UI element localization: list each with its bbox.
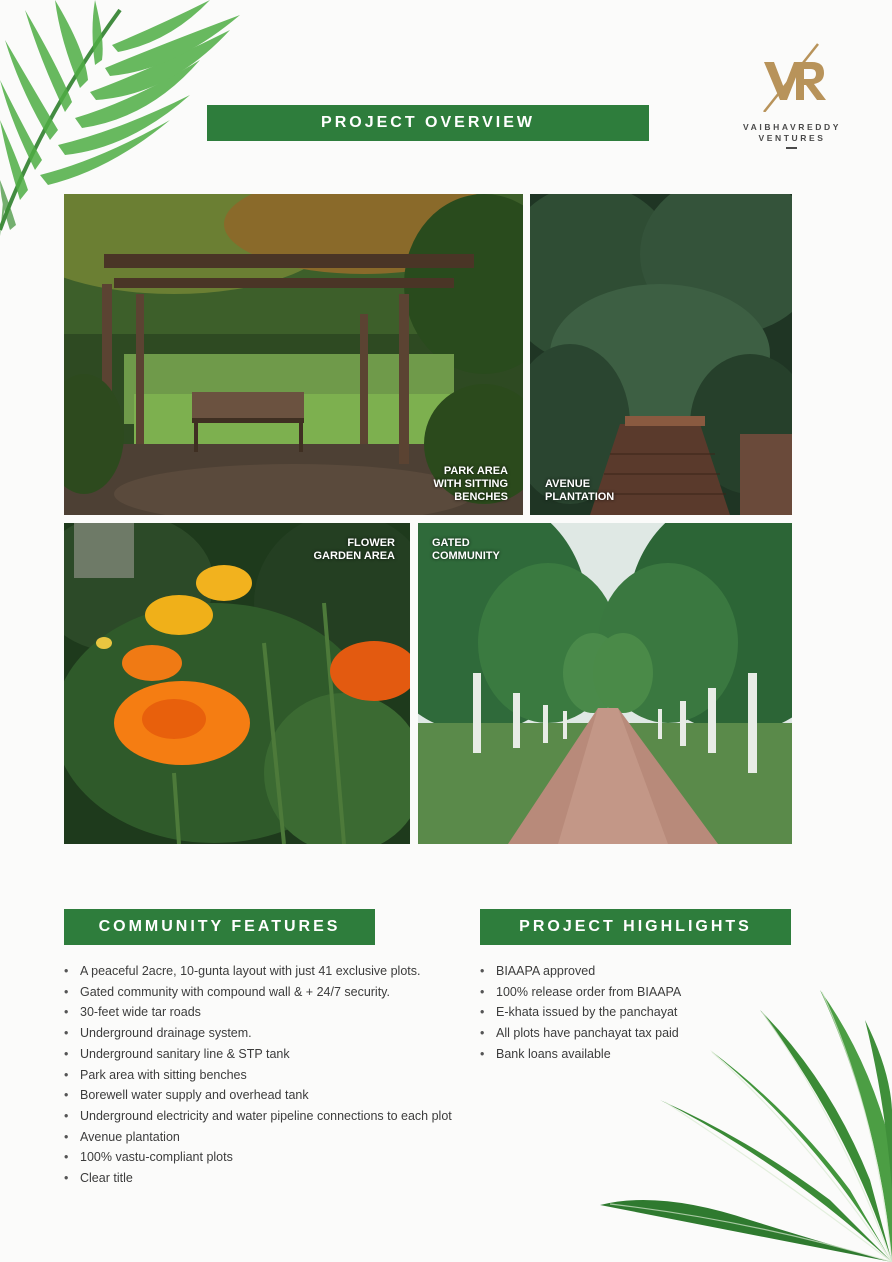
logo-name-line1: VAIBHAVREDDY	[743, 122, 841, 132]
community-features-banner: COMMUNITY FEATURES	[64, 909, 375, 945]
project-highlights-list	[480, 961, 681, 1065]
photo-flower-garden	[64, 523, 410, 844]
highlight-item: • 100% release order from BIAAPA	[480, 982, 681, 1003]
highlight-item: • E-khata issued by the panchayat	[480, 1002, 681, 1023]
company-logo	[722, 40, 862, 152]
community-feature-item: • 30-feet wide tar roads	[64, 1002, 452, 1023]
logo-name-line2: VENTURES	[758, 133, 826, 143]
community-feature-item: • Underground sanitary line & STP tank	[64, 1044, 452, 1065]
project-highlights-banner: PROJECT HIGHLIGHTS	[480, 909, 791, 945]
tree-lined-road-image	[418, 523, 792, 844]
project-overview-banner: PROJECT OVERVIEW	[207, 105, 649, 141]
highlight-item: • All plots have panchayat tax paid	[480, 1023, 681, 1044]
caption-gated-community: GATED COMMUNITY	[432, 537, 500, 562]
community-feature-item: • Park area with sitting benches	[64, 1065, 452, 1086]
photo-avenue-plantation	[530, 194, 792, 515]
vr-monogram-logo-icon	[722, 40, 862, 112]
logo-underline	[786, 147, 797, 149]
community-feature-item: • Gated community with compound wall & + 24/7 security.	[64, 982, 452, 1003]
community-feature-item: • Borewell water supply and overhead tank	[64, 1085, 452, 1106]
marigold-flowers-image	[64, 523, 410, 844]
community-feature-item: • Avenue plantation	[64, 1127, 452, 1148]
community-feature-item: • 100% vastu-compliant plots	[64, 1147, 452, 1168]
community-feature-item: • A peaceful 2acre, 10-gunta layout with just 41 exclusive plots.	[64, 961, 452, 982]
caption-park-area: PARK AREA WITH SITTING BENCHES	[433, 465, 508, 503]
community-feature-item: • Underground electricity and water pipeline connections to each plot	[64, 1106, 452, 1127]
palm-walkway-image	[530, 194, 792, 515]
community-feature-item: • Clear title	[64, 1168, 452, 1189]
photo-gated-community	[418, 523, 792, 844]
highlight-item: • Bank loans available	[480, 1044, 681, 1065]
caption-flower-garden: FLOWER GARDEN AREA	[313, 537, 395, 562]
highlight-item: • BIAAPA approved	[480, 961, 681, 982]
caption-avenue-plantation: AVENUE PLANTATION	[545, 478, 615, 503]
community-features-list	[64, 961, 452, 1189]
community-feature-item: • Underground drainage system.	[64, 1023, 452, 1044]
